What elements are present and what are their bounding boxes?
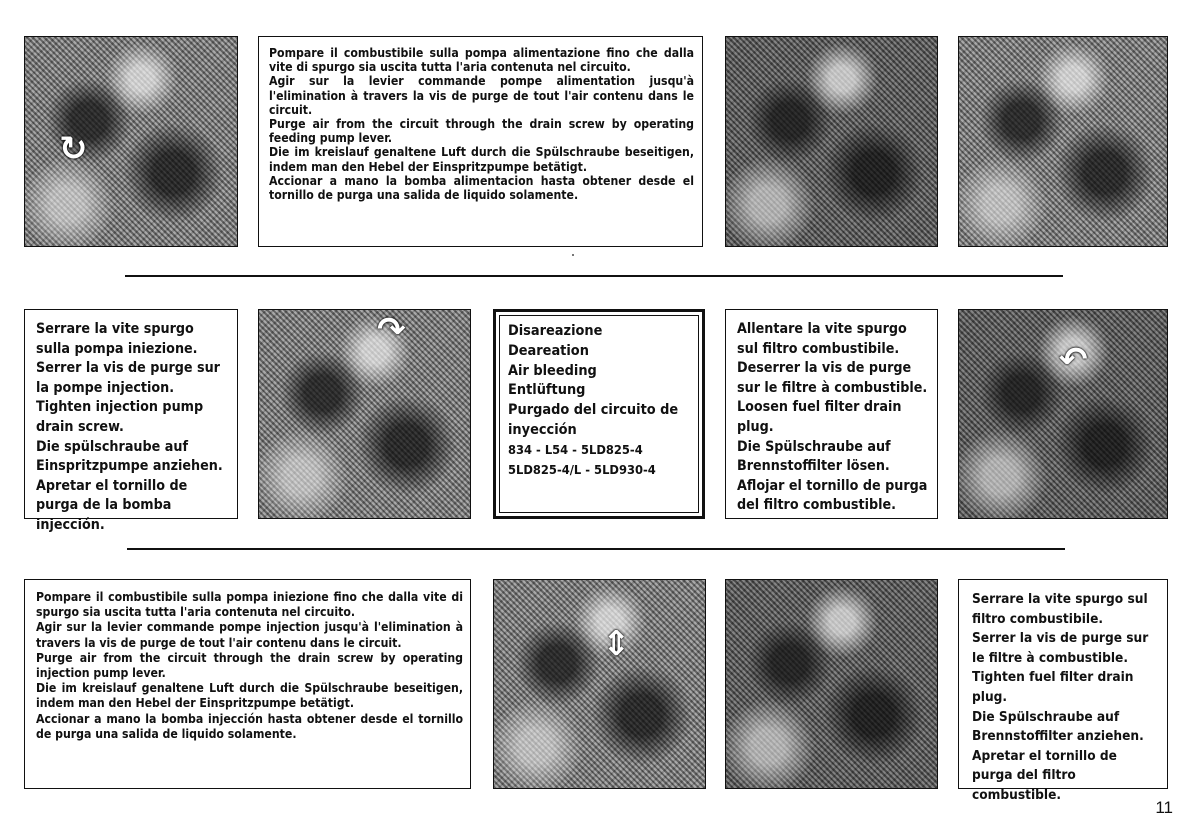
title-deareation: Deareation bbox=[508, 342, 589, 359]
page-number: 11 bbox=[1155, 798, 1173, 817]
instruction-box-injection-pump bbox=[24, 579, 471, 789]
title-entluftung: Entlüftung bbox=[508, 382, 586, 399]
photo-feed-pump-lever bbox=[24, 36, 238, 247]
title-disareazione: Disareazione bbox=[508, 323, 603, 339]
title-purgado: Purgado del circuito de inyección bbox=[508, 402, 679, 438]
title-models-1: 834 - L54 - 5LD825-4 bbox=[508, 442, 643, 458]
curved-arrow-icon: ↶ bbox=[1059, 340, 1088, 380]
title-box-inner-frame bbox=[499, 315, 699, 513]
photo-operator-hand bbox=[725, 36, 938, 247]
photo-fuel-filter-drain bbox=[958, 309, 1168, 519]
instruction-box-tighten-filter bbox=[958, 579, 1168, 803]
up-down-arrow-icon: ⇕ bbox=[602, 624, 631, 664]
photo-drain-screw-detail bbox=[958, 36, 1168, 247]
instruction-box-feed-pump bbox=[258, 36, 703, 247]
photo-injection-pump-lever bbox=[493, 579, 706, 789]
title-models-2: 5LD825-4/L - 5LD930-4 bbox=[508, 462, 656, 478]
photo-fuel-filters bbox=[725, 579, 938, 789]
instruction-text-tighten-filter: Serrare la vite spurgo sul filtro combustibile. Serrer la vis de purge sur le filtre à combustible. Tighten fuel filter drain plug. Die Spülschraube auf Brennstoffilter anziehen. Apretar el tornillo de purga del filtro combustible. bbox=[972, 591, 1149, 803]
instruction-text-tighten-pump: Serrare la vite spurgo sulla pompa iniezione. Serrer la vis de purge sur la pompe injection. Tighten injection pump drain screw. Die spülschraube auf Einspritzpumpe anziehen. Apretar el tornillo de purga de la bomba injección. bbox=[36, 321, 223, 533]
scan-speck bbox=[572, 254, 574, 256]
curved-arrow-icon: ↷ bbox=[377, 310, 406, 350]
divider-line bbox=[127, 548, 1065, 550]
divider-line bbox=[125, 275, 1063, 277]
photo-injection-pump-screw bbox=[258, 309, 471, 519]
title-box bbox=[493, 309, 705, 519]
instruction-box-loosen-filter bbox=[725, 309, 938, 519]
title-air-bleeding: Air bleeding bbox=[508, 362, 597, 379]
instruction-text-feed-pump: Pompare il combustibile sulla pompa alimentazione fino che dalla vite di spurgo sia uscita tutta l'aria contenuta nel circuito. Agir sur la levier commande pompe alimentation jusqu'à l'elimination à travers la vis de purge de tout l'air contenu dans le circuit. Purge air from the circuit through the drain screw by operating feeding pump lever. Die im kreislauf genaltene Luft durch die Spülschraube beseitigen, indem man den Hebel der Einspritzpumpe betätigt. Accionar a mano la bomba alimentacion hasta obtener desde el tornillo de purga una salida de liquido solamente. bbox=[269, 46, 694, 203]
instruction-text-injection-pump: Pompare il combustibile sulla pompa iniezione fino che dalla vite di spurgo sia uscita tutta l'aria contenuta nel circuito. Agir sur la levier commande pompe injection jusqu'à l'elimination à travers la vis de purge de tout l'air contenu dans le circuit. Purge air from the circuit through the drain screw by operating injection pump lever. Die im kreislauf genaltene Luft durch die Spülschraube beseitigen, indem man den Hebel der Einspritzpumpe betätigt. Accionar a mano la bomba injección hasta obtener desde el tornillo de purga una salida de liquido solamente. bbox=[36, 590, 463, 741]
instruction-text-loosen-filter: Allentare la vite spurgo sul filtro combustibile. Deserrer la vis de purge sur le filtre à combustible. Loosen fuel filter drain plug. Die Spülschraube auf Brennstoffilter lösen. Aflojar el tornillo de purga del filtro combustible. bbox=[737, 321, 928, 514]
curved-arrow-icon: ↻ bbox=[59, 129, 88, 169]
instruction-box-tighten-pump bbox=[24, 309, 238, 533]
